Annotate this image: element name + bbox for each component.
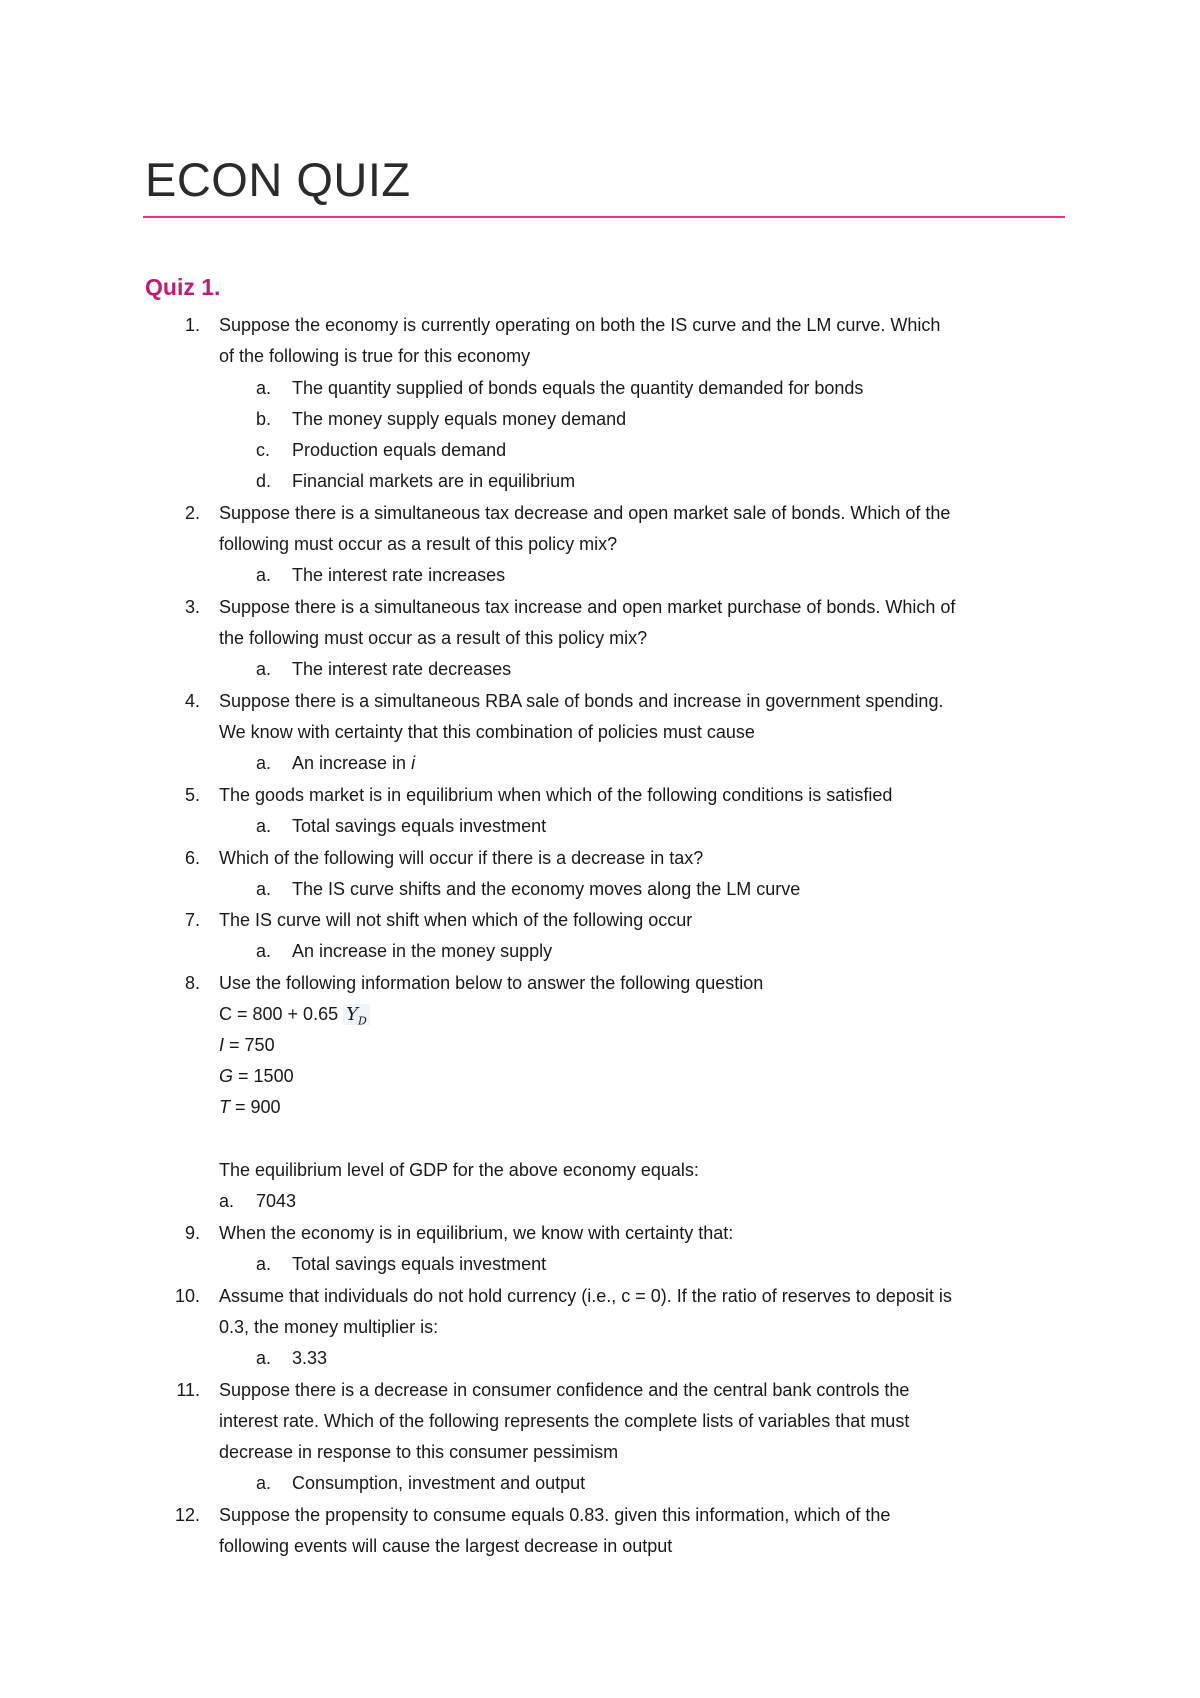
option-text: Production equals demand bbox=[292, 440, 507, 460]
option-text: An increase in the money supply bbox=[292, 941, 553, 961]
question-text: Suppose there is a simultaneous tax decrease and open market sale of bonds. Which of the bbox=[219, 503, 951, 523]
government-equation bbox=[219, 1064, 294, 1088]
option-text: Total savings equals investment bbox=[292, 816, 547, 836]
option-text: 3.33 bbox=[292, 1348, 328, 1368]
equation-text: C = 800 + 0.65 bbox=[219, 1004, 339, 1024]
question-text: The IS curve will not shift when which of the following occur bbox=[219, 910, 693, 930]
variable-value: = 900 bbox=[235, 1097, 281, 1117]
question-text: The goods market is in equilibrium when which of the following conditions is satisfied bbox=[219, 785, 893, 805]
question-number: 5. bbox=[184, 785, 200, 805]
question-number: 8. bbox=[184, 973, 200, 993]
question-number: 1. bbox=[184, 315, 200, 335]
question-text: Suppose the propensity to consume equals 0.83. given this information, which of the bbox=[219, 1505, 891, 1525]
option-text bbox=[292, 751, 415, 775]
option-text: The interest rate decreases bbox=[292, 659, 512, 679]
question-text: Suppose the economy is currently operating on both the IS curve and the LM curve. Which bbox=[219, 315, 941, 335]
question-text: Use the following information below to answer the following question bbox=[219, 973, 764, 993]
question-text: Assume that individuals do not hold currency (i.e., c = 0). If the ratio of reserves to deposit is bbox=[219, 1286, 952, 1306]
variable-value: = 1500 bbox=[238, 1066, 294, 1086]
option-text-main: An increase in bbox=[292, 753, 407, 773]
option-letter: a. bbox=[256, 753, 272, 773]
title-underline bbox=[143, 216, 1065, 218]
option-letter: a. bbox=[256, 1473, 272, 1493]
interest-rate-symbol: i bbox=[411, 753, 416, 773]
question-text: Suppose there is a simultaneous RBA sale of bonds and increase in government spending. bbox=[219, 691, 944, 711]
option-text: The IS curve shifts and the economy moves along the LM curve bbox=[292, 879, 801, 899]
option-letter: a. bbox=[256, 659, 272, 679]
option-letter: a. bbox=[256, 816, 272, 836]
question-text: 0.3, the money multiplier is: bbox=[219, 1317, 439, 1337]
variable-symbol: I bbox=[219, 1035, 225, 1055]
option-text: The interest rate increases bbox=[292, 565, 506, 585]
variable-symbol: T bbox=[219, 1097, 230, 1117]
question-number: 9. bbox=[184, 1223, 200, 1243]
question-number: 11. bbox=[176, 1380, 200, 1400]
question-text: Suppose there is a simultaneous tax increase and open market purchase of bonds. Which of bbox=[219, 597, 956, 617]
question-number: 4. bbox=[184, 691, 200, 711]
option-text: The money supply equals money demand bbox=[292, 409, 627, 429]
option-letter: a. bbox=[256, 378, 272, 398]
question-number: 2. bbox=[184, 503, 200, 523]
page-title: ECON QUIZ bbox=[145, 153, 411, 206]
question-number: 3. bbox=[184, 597, 200, 617]
consumption-equation bbox=[219, 1002, 370, 1034]
option-text: Total savings equals investment bbox=[292, 1254, 547, 1274]
question-text: interest rate. Which of the following represents the complete lists of variables that must bbox=[219, 1411, 910, 1431]
variable-symbol: G bbox=[219, 1066, 234, 1086]
option-letter: a. bbox=[256, 1348, 272, 1368]
option-letter: b. bbox=[256, 409, 272, 429]
tax-equation bbox=[219, 1095, 281, 1119]
option-letter: a. bbox=[256, 1254, 272, 1274]
option-letter: a. bbox=[256, 879, 272, 899]
question-text: of the following is true for this economy bbox=[219, 346, 531, 366]
question-text: following must occur as a result of this policy mix? bbox=[219, 534, 618, 554]
question-number: 12. bbox=[174, 1505, 200, 1525]
option-letter: a. bbox=[256, 565, 272, 585]
section-heading: Quiz 1. bbox=[145, 274, 221, 300]
question-number: 10. bbox=[174, 1286, 200, 1306]
question-text: decrease in response to this consumer pessimism bbox=[219, 1442, 619, 1462]
question-text: When the economy is in equilibrium, we know with certainty that: bbox=[219, 1223, 734, 1243]
option-text: The quantity supplied of bonds equals the quantity demanded for bonds bbox=[292, 378, 864, 398]
question-number: 7. bbox=[184, 910, 200, 930]
option-text: Consumption, investment and output bbox=[292, 1473, 586, 1493]
question-number: 6. bbox=[184, 848, 200, 868]
option-letter: c. bbox=[256, 440, 271, 460]
question-text: We know with certainty that this combination of policies must cause bbox=[219, 722, 755, 742]
question-text: Which of the following will occur if there is a decrease in tax? bbox=[219, 848, 704, 868]
option-text: Financial markets are in equilibrium bbox=[292, 471, 576, 491]
option-letter: a. bbox=[219, 1191, 235, 1211]
question-text: following events will cause the largest decrease in output bbox=[219, 1536, 673, 1556]
option-letter: a. bbox=[256, 941, 272, 961]
disposable-income-symbol: $Y_D$ bbox=[343, 1004, 370, 1025]
investment-equation bbox=[219, 1033, 275, 1057]
option-letter: d. bbox=[256, 471, 272, 491]
variable-value: = 750 bbox=[229, 1035, 275, 1055]
question-text: Suppose there is a decrease in consumer confidence and the central bank controls the bbox=[219, 1380, 910, 1400]
question-text: The equilibrium level of GDP for the above economy equals: bbox=[219, 1160, 699, 1180]
question-text: the following must occur as a result of this policy mix? bbox=[219, 628, 648, 648]
option-text: 7043 bbox=[256, 1191, 297, 1211]
